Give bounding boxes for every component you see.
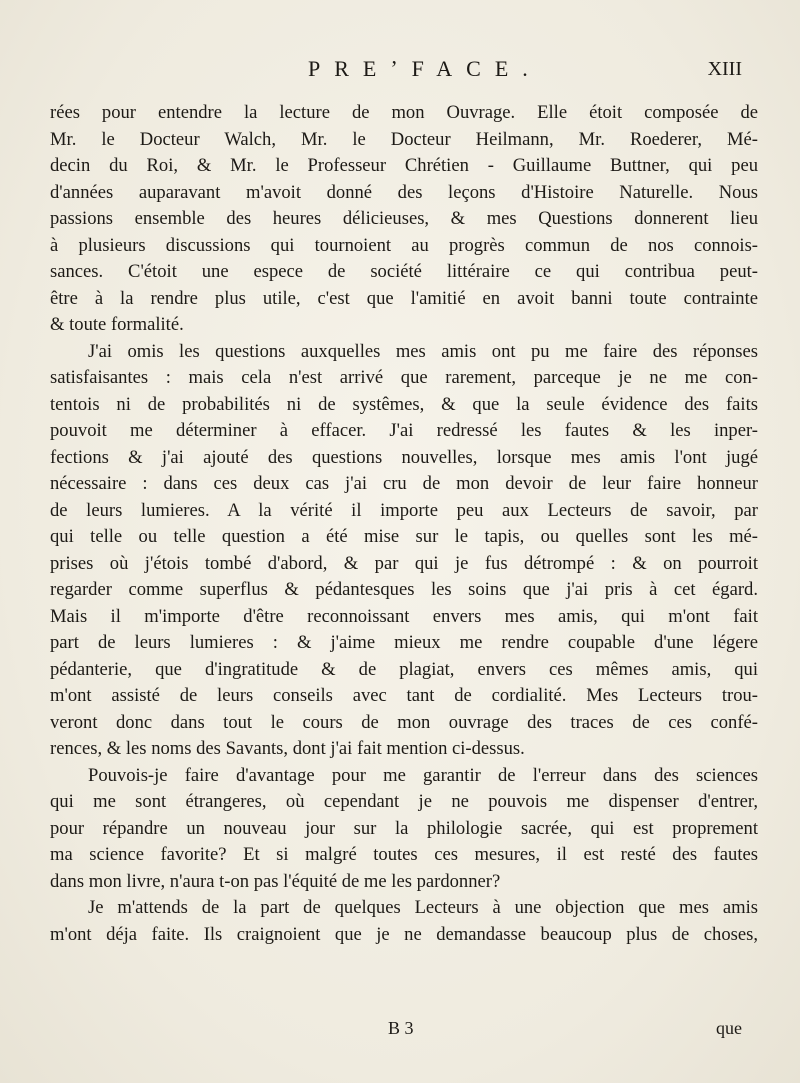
running-title: PREʼFACE. (308, 56, 542, 81)
text-line: Je m'attends de la part de quelques Lecteurs à une objection que mes amis (88, 897, 758, 918)
text-line: tentois ni de probabilités ni de systêmes, & que la seule évidence des faits (50, 393, 758, 415)
text-line: être à la rendre plus utile, c'est que l'amitié en avoit banni toute contrainte (50, 287, 758, 309)
text-line: pouvoit me déterminer à effacer. J'ai redressé les fautes & les inper- (50, 420, 758, 441)
text-line: m'ont assisté de leurs conseils avec tant de cordialité. Mes Lecteurs trou- (50, 685, 758, 706)
text-line: de leurs lumieres. A la vérité il importe peu aux Lecteurs de savoir, par (50, 499, 758, 521)
text-line: Pouvois-je faire d'avantage pour me garantir de l'erreur dans des sciences (88, 764, 758, 786)
text-line: J'ai omis les questions auxquelles mes amis ont pu me faire des réponses (88, 340, 758, 362)
running-head (0, 56, 800, 86)
catchword: que (716, 1018, 742, 1038)
text-line: d'années auparavant m'avoit donné des leçons d'Histoire Naturelle. Nous (50, 181, 758, 203)
text-line: decin du Roi, & Mr. le Professeur Chrétien - Guillaume Buttner, qui peu (50, 155, 758, 176)
text-line: Mr. le Docteur Walch, Mr. le Docteur Heilmann, Mr. Roederer, Mé- (50, 128, 758, 150)
text-line: & toute formalité. (50, 314, 184, 335)
text-line: pour répandre un nouveau jour sur la philologie sacrée, qui est proprement (50, 817, 758, 839)
page-footer (0, 1018, 800, 1046)
text-line: qui telle ou telle question a été mise sur le tapis, ou quelles sont les mé- (50, 526, 758, 547)
text-line: qui me sont étrangeres, où cependant je ne pouvois me dispenser d'entrer, (50, 791, 758, 812)
text-line: fections & j'ai ajouté des questions nouvelles, lorsque mes amis l'ont jugé (50, 446, 758, 468)
text-line: part de leurs lumieres : & j'aime mieux me rendre coupable d'une légere (50, 632, 758, 653)
text-line: veront donc dans tout le cours de mon ouvrage des traces de ces confé- (50, 711, 758, 733)
text-line: passions ensemble des heures délicieuses, & mes Questions donnerent lieu (50, 208, 758, 229)
text-line: regarder comme superflus & pédantesques les soins que j'ai pris à cet égard. (50, 579, 758, 600)
text-line: à plusieurs discussions qui tournoient au progrès commun de nos connois- (50, 234, 758, 256)
text-line: m'ont déja faite. Ils craignoient que je ne demandasse beaucoup plus de choses, (50, 923, 758, 945)
text-line: dans mon livre, n'aura t-on pas l'équité de me les pardonner? (50, 870, 501, 892)
text-line: ma science favorite? Et si malgré toutes ces mesures, il est resté des fautes (50, 844, 758, 865)
text-line: Mais il m'importe d'être reconnoissant envers mes amis, qui m'ont fait (50, 605, 758, 627)
text-line: rences, & les noms des Savants, dont j'ai fait mention ci-dessus. (50, 738, 525, 759)
text-line: rées pour entendre la lecture de mon Ouvrage. Elle étoit composée de (50, 102, 758, 123)
body-text (50, 100, 758, 948)
text-line: nécessaire : dans ces deux cas j'ai cru de mon devoir de leur faire honneur (50, 473, 758, 494)
text-line: sances. C'étoit une espece de société littéraire ce qui contribua peut- (50, 261, 758, 282)
text-line: pédanterie, que d'ingratitude & de plagiat, envers ces mêmes amis, qui (50, 658, 758, 680)
page-number: XIII (707, 58, 742, 80)
text-line: prises où j'étois tombé d'abord, & par qui je fus détrompé : & on pourroit (50, 552, 758, 574)
signature-mark: B 3 (388, 1018, 414, 1038)
text-line: satisfaisantes : mais cela n'est arrivé que rarement, parceque je ne me con- (50, 367, 758, 388)
